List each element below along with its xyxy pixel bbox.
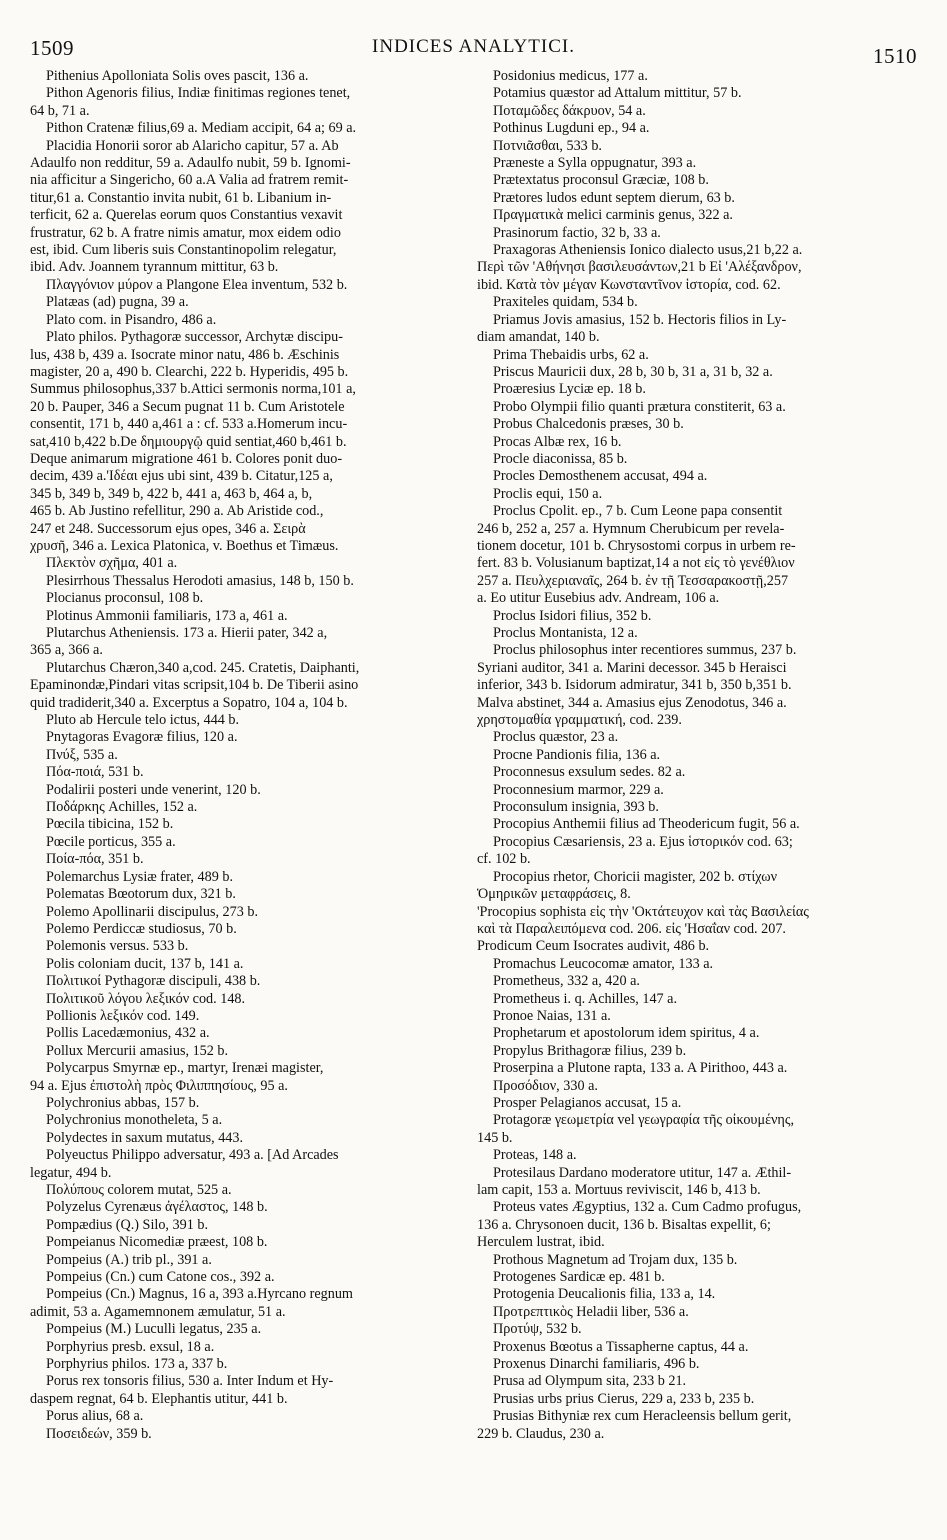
index-line: Pœcila tibicina, 152 b. bbox=[46, 816, 174, 833]
index-line: Prometheus i. q. Achilles, 147 a. bbox=[493, 990, 678, 1007]
index-line: Probus Chalcedonis præses, 30 b. bbox=[493, 416, 684, 433]
index-line: Prasinorum factio, 32 b, 33 a. bbox=[493, 224, 661, 241]
index-line: 345 b, 349 b, 349 b, 422 b, 441 a, 463 b, 464 a, b, bbox=[30, 485, 313, 502]
index-line: terficit, 62 a. Querelas eorum quos Constantius vexavit bbox=[30, 207, 343, 224]
index-line: decim, 439 a.'Ιδέαι ejus ubi sint, 439 b. Citatur,125 a, bbox=[30, 468, 333, 485]
index-line: Procas Albæ rex, 16 b. bbox=[493, 433, 622, 450]
index-line: est, ibid. Cum liberis suis Constantinopolim relegatur, bbox=[30, 242, 337, 259]
index-line: Prodicum Ceum Isocrates audivit, 486 b. bbox=[477, 938, 710, 955]
index-line: Plato philos. Pythagoræ successor, Archytæ discipu- bbox=[46, 329, 343, 346]
index-line: Proconsulum insignia, 393 b. bbox=[493, 799, 659, 816]
index-line: Ποτνιᾶσθαι, 533 b. bbox=[493, 137, 602, 154]
index-line: χρηστομαθία γραμματική, cod. 239. bbox=[477, 712, 682, 729]
index-line: Polemo Perdiccæ studiosus, 70 b. bbox=[46, 920, 237, 937]
index-line: Polydectes in saxum mutatus, 443. bbox=[46, 1129, 244, 1146]
index-line: Ποταμῶδες δάκρυον, 54 a. bbox=[493, 102, 646, 119]
index-line: Προσόδιον, 330 a. bbox=[493, 1077, 598, 1094]
index-line: 247 et 248. Successorum ejus opes, 346 a. Σειρὰ bbox=[30, 520, 306, 537]
index-line: Plocianus proconsul, 108 b. bbox=[46, 590, 204, 607]
index-line: nia afficitur a Singericho, 60 a.A Valia ad fratrem remit- bbox=[30, 172, 349, 189]
index-line: Prometheus, 332 a, 420 a. bbox=[493, 973, 640, 990]
index-line: Proclus quæstor, 23 a. bbox=[493, 729, 619, 746]
index-line: Protogenes Sardicæ ep. 481 b. bbox=[493, 1269, 665, 1286]
index-line: Polyeuctus Philippo adversatur, 493 a. [Ad Arcades bbox=[46, 1147, 339, 1164]
index-line: Polemarchus Lysiæ frater, 489 b. bbox=[46, 868, 233, 885]
index-line: Proæresius Lyciæ ep. 18 b. bbox=[493, 381, 646, 398]
right-column bbox=[477, 68, 917, 1443]
running-title: INDICES ANALYTICI. bbox=[372, 36, 575, 57]
index-line: 145 b. bbox=[477, 1129, 513, 1146]
index-line: Plutarchus Atheniensis. 173 a. Hierii pater, 342 a, bbox=[46, 625, 328, 641]
index-line: Proclus Montanista, 12 a. bbox=[493, 625, 638, 641]
index-line: Prima Thebaidis urbs, 62 a. bbox=[493, 346, 649, 363]
index-line: consentit, 171 b, 440 a,461 a : cf. 533 a.Homerum incu- bbox=[30, 416, 348, 433]
index-line: Summus philosophus,337 b.Attici sermonis norma,101 a, bbox=[30, 381, 356, 398]
index-line: lam capit, 153 a. Mortuus reviviscit, 146 b, 413 b. bbox=[477, 1182, 761, 1198]
index-line: Deque animarum migratione 461 b. Colores ponit duo- bbox=[30, 450, 343, 467]
index-line: Prusa ad Olympum sita, 233 b 21. bbox=[493, 1373, 687, 1390]
index-line: Porphyrius presb. exsul, 18 a. bbox=[46, 1338, 215, 1355]
index-line: Pompædius (Q.) Silo, 391 b. bbox=[46, 1216, 208, 1233]
index-line: Προτύψ, 532 b. bbox=[493, 1321, 582, 1338]
index-line: Polemo Apollinarii discipulus, 273 b. bbox=[46, 903, 259, 920]
index-line: 246 b, 252 a, 257 a. Hymnum Cherubicum per revela- bbox=[477, 520, 785, 537]
index-line: Platæas (ad) pugna, 39 a. bbox=[46, 294, 189, 311]
index-line: Proteas, 148 a. bbox=[493, 1147, 577, 1164]
index-line: 365 a, 366 a. bbox=[30, 642, 103, 659]
index-line: Prusias urbs prius Cierus, 229 a, 233 b, 235 b. bbox=[493, 1390, 755, 1407]
index-line: Præneste a Sylla oppugnatur, 393 a. bbox=[493, 155, 697, 172]
index-line: Porus rex tonsoris filius, 530 a. Inter Indum et Hy- bbox=[46, 1373, 334, 1390]
index-line: Procne Pandionis filia, 136 a. bbox=[493, 746, 661, 763]
page-number-left: 1509 bbox=[30, 36, 74, 60]
index-line: Proxenus Bœotus a Tissapherne captus, 44 a. bbox=[493, 1338, 749, 1355]
index-line: Polematas Bœotorum dux, 321 b. bbox=[46, 886, 236, 903]
index-line: Prusias Bithyniæ rex cum Heracleensis bellum gerit, bbox=[493, 1408, 792, 1425]
index-line: Πραγματικὰ melici carminis genus, 322 a. bbox=[493, 207, 733, 224]
index-line: Πολιτικοί Pythagoræ discipuli, 438 b. bbox=[46, 973, 261, 990]
index-line: legatur, 494 b. bbox=[30, 1164, 112, 1181]
index-line: frustratur, 62 b. A fratre nimis amatur, mox eidem odio bbox=[30, 224, 341, 241]
left-column bbox=[30, 68, 470, 1443]
index-line: a. Eo utitur Eusebius adv. Andream, 106 a. bbox=[477, 590, 720, 607]
index-line: Plotinus Ammonii familiaris, 173 a, 461 a. bbox=[46, 607, 288, 624]
index-line: Pithenius Apolloniata Solis oves pascit, 136 a. bbox=[46, 68, 309, 84]
index-line: Polychronius abbas, 157 b. bbox=[46, 1094, 200, 1111]
index-line: Ὁμηρικῶν μεταφράσεις, 8. bbox=[477, 886, 631, 903]
index-line: Praxiteles quidam, 534 b. bbox=[493, 294, 638, 311]
index-line: Pompeius (M.) Luculli legatus, 235 a. bbox=[46, 1321, 262, 1338]
index-line: Προτρεπτικὸς Heladii liber, 536 a. bbox=[493, 1303, 689, 1320]
index-line: Prosper Pelagianos accusat, 15 a. bbox=[493, 1094, 682, 1111]
index-line: Ποία-πόα, 351 b. bbox=[46, 851, 144, 868]
index-line: Polis coloniam ducit, 137 b, 141 a. bbox=[46, 955, 244, 972]
index-line: Praxagoras Atheniensis Ionico dialecto usus,21 b,22 a. bbox=[493, 242, 803, 259]
index-line: Πνύξ, 535 a. bbox=[46, 746, 118, 763]
index-line: Πολύπους colorem mutat, 525 a. bbox=[46, 1182, 232, 1198]
index-line: Proserpina a Plutone rapta, 133 a. A Pirithoo, 443 a. bbox=[493, 1060, 788, 1077]
index-line: Procle diaconissa, 85 b. bbox=[493, 450, 628, 467]
index-line: Procopius rhetor, Choricii magister, 202 b. στίχων bbox=[493, 868, 778, 885]
index-line: Prætores ludos edunt septem dierum, 63 b. bbox=[493, 189, 735, 206]
index-line: Pronoe Naias, 131 a. bbox=[493, 1007, 611, 1024]
index-columns bbox=[30, 68, 917, 1443]
index-line: 465 b. Ab Justino refellitur, 290 a. Ab Aristide cod., bbox=[30, 503, 324, 520]
index-line: Περὶ τῶν 'Αθήνησι βασιλευσάντων,21 b Εἰ 'Αλέξανδρον, bbox=[477, 259, 802, 276]
index-line: Πλεκτὸν σχῆμα, 401 a. bbox=[46, 555, 178, 572]
index-line: Podalirii posteri unde venerint, 120 b. bbox=[46, 781, 261, 798]
index-line: Pompeius (Cn.) Magnus, 16 a, 393 a.Hyrcano regnum bbox=[46, 1286, 353, 1303]
index-line: Protogenia Deucalionis filia, 133 a, 14. bbox=[493, 1286, 716, 1303]
index-line: ibid. Adv. Joannem tyrannum mittitur, 63 b. bbox=[30, 259, 279, 276]
index-line: Pompeius (A.) trib pl., 391 a. bbox=[46, 1251, 212, 1268]
index-line: 136 a. Chrysonoen ducit, 136 b. Bisaltas expellit, 6; bbox=[477, 1216, 771, 1233]
index-line: Propylus Brithagoræ filius, 239 b. bbox=[493, 1042, 687, 1059]
index-line: Proclus Isidori filius, 352 b. bbox=[493, 607, 652, 624]
index-line: Πλαγγόνιον μύρον a Plangone Elea inventum, 532 b. bbox=[46, 276, 348, 293]
index-line: Protesilaus Dardano moderatore utitur, 147 a. Æthil- bbox=[493, 1164, 792, 1181]
index-line: Priscus Mauricii dux, 28 b, 30 b, 31 a, 31 b, 32 a. bbox=[493, 363, 773, 380]
index-line: Proconnesus exsulum sedes. 82 a. bbox=[493, 764, 686, 781]
index-line: adimit, 53 a. Agamemnonem æmulatur, 51 a. bbox=[30, 1303, 286, 1320]
index-line: Polyzelus Cyrenæus ἀγέλαστος, 148 b. bbox=[46, 1199, 268, 1216]
index-line: Proclus Cpolit. ep., 7 b. Cum Leone papa consentit bbox=[493, 503, 783, 520]
index-line: Promachus Leucocomæ amator, 133 a. bbox=[493, 955, 714, 972]
index-line: Πόα-ποιά, 531 b. bbox=[46, 764, 144, 781]
index-line: Placidia Honorii soror ab Alaricho capitur, 57 a. Ab bbox=[46, 137, 339, 154]
index-line: Plato com. in Pisandro, 486 a. bbox=[46, 311, 217, 328]
index-line: Pluto ab Hercule telo ictus, 444 b. bbox=[46, 712, 240, 729]
index-line: Plutarchus Chæron,340 a,cod. 245. Cratetis, Daiphanti, bbox=[46, 659, 360, 676]
index-line: titur,61 a. Constantio invita nubit, 61 b. Libanium in- bbox=[30, 189, 332, 206]
index-line: Procopius Cæsariensis, 23 a. Ejus ἱστορικόν cod. 63; bbox=[493, 833, 793, 850]
index-line: 94 a. Ejus ἐπιστολὴ πρὸς Φιλιππησίους, 95 a. bbox=[30, 1077, 288, 1094]
index-line: 257 a. Πευλχεριαναῖς, 264 b. ἐν τῇ Τεσσαρακοστῇ,257 bbox=[477, 572, 789, 589]
index-line: Proclus philosophus inter recentiores summus, 237 b. bbox=[493, 642, 797, 659]
index-line: 'Procopius sophista εἰς τὴν 'Οκτάτευχον καὶ τὰς Βασιλείας bbox=[477, 903, 809, 920]
index-line: Proconnesium marmor, 229 a. bbox=[493, 781, 664, 798]
index-line: Pollionis λεξικόν cod. 149. bbox=[46, 1007, 200, 1024]
index-line: 64 b, 71 a. bbox=[30, 102, 90, 119]
index-line: Porus alius, 68 a. bbox=[46, 1408, 144, 1425]
index-line: Pompeius (Cn.) cum Catone cos., 392 a. bbox=[46, 1269, 275, 1286]
index-line: Prætextatus proconsul Græciæ, 108 b. bbox=[493, 172, 709, 189]
page-number-right: 1510 bbox=[873, 44, 917, 68]
index-line: sat,410 b,422 b.De δημιουργῷ quid sentiat,460 b,461 b. bbox=[30, 433, 347, 450]
index-line: χρυσῆ, 346 a. Lexica Platonica, v. Boethus et Timæus. bbox=[30, 537, 339, 554]
index-line: ibid. Κατὰ τὸν μέγαν Κωνσταντῖνον ἱστορία, cod. 62. bbox=[477, 276, 781, 293]
index-line: Prophetarum et apostolorum idem spiritus, 4 a. bbox=[493, 1025, 760, 1042]
index-line: Herculem lustrat, ibid. bbox=[477, 1234, 605, 1251]
index-line: Πολιτικοῦ λόγου λεξικόν cod. 148. bbox=[46, 990, 246, 1007]
index-line: lus, 438 b, 439 a. Isocrate minor natu, 486 b. Æschinis bbox=[30, 346, 340, 363]
index-line: Porphyrius philos. 173 a, 337 b. bbox=[46, 1356, 228, 1373]
index-line: magister, 20 a, 490 b. Clearchi, 222 b. Hyperidis, 495 b. bbox=[30, 363, 349, 380]
index-line: fert. 83 b. Volusianum baptizat,14 a not εἰς τὸ γενέθλιον bbox=[477, 555, 795, 572]
index-line: Ποδάρκης Achilles, 152 a. bbox=[46, 799, 198, 816]
index-line: Epaminondæ,Pindari vitas scripsit,104 b. De Tiberii asino bbox=[30, 677, 359, 694]
index-line: 20 b. Pauper, 346 a Secum pugnat 11 b. Cum Aristotele bbox=[30, 398, 345, 415]
index-line: Potamius quæstor ad Attalum mittitur, 57 b. bbox=[493, 85, 742, 102]
index-line: Proxenus Dinarchi familiaris, 496 b. bbox=[493, 1356, 700, 1373]
page-header bbox=[30, 30, 917, 68]
index-line: Protagoræ γεωμετρία vel γεωγραφία τῆς οἰκουμένης, bbox=[493, 1112, 795, 1129]
index-line: diam amandat, 140 b. bbox=[477, 329, 600, 346]
index-line: Polemonis versus. 533 b. bbox=[46, 938, 189, 955]
index-line: Pnytagoras Evagoræ filius, 120 a. bbox=[46, 729, 238, 746]
index-line: Ποσειδεών, 359 b. bbox=[46, 1425, 152, 1442]
index-line: Posidonius medicus, 177 a. bbox=[493, 68, 648, 84]
index-line: Proclis equi, 150 a. bbox=[493, 485, 603, 502]
index-line: Pithon Cratenæ filius,69 a. Mediam accipit, 64 a; 69 a. bbox=[46, 120, 357, 137]
index-line: Polycarpus Smyrnæ ep., martyr, Irenæi magister, bbox=[46, 1060, 324, 1077]
index-line: Pœcile porticus, 355 a. bbox=[46, 833, 176, 850]
index-line: Pollux Mercurii amasius, 152 b. bbox=[46, 1042, 229, 1059]
index-line: Pithon Agenoris filius, Indiæ finitimas regiones tenet, bbox=[46, 85, 351, 102]
index-line: Pollis Lacedæmonius, 432 a. bbox=[46, 1025, 210, 1042]
index-line: Procles Demosthenem accusat, 494 a. bbox=[493, 468, 708, 485]
index-line: 229 b. Claudus, 230 a. bbox=[477, 1425, 605, 1442]
index-line: καὶ τὰ Παραλειπόμενα cod. 206. εἰς 'Ησαΐαν cod. 207. bbox=[477, 920, 786, 937]
index-line: Malva abstinet, 344 a. Amasius ejus Zenodotus, 346 a. bbox=[477, 694, 787, 711]
index-line: Proteus vates Ægyptius, 132 a. Cum Cadmo profugus, bbox=[493, 1199, 802, 1216]
index-line: Polychronius monotheleta, 5 a. bbox=[46, 1112, 223, 1129]
index-line: Priamus Jovis amasius, 152 b. Hectoris filios in Ly- bbox=[493, 311, 787, 328]
index-line: Procopius Anthemii filius ad Theodericum fugit, 56 a. bbox=[493, 816, 800, 833]
index-line: tionem docetur, 101 b. Chrysostomi corpus in urbem re- bbox=[477, 537, 796, 554]
index-line: inferior, 343 b. Isidorum admiratur, 341 b, 350 b,351 b. bbox=[477, 677, 792, 694]
index-line: Pothinus Lugduni ep., 94 a. bbox=[493, 120, 650, 137]
index-line: Adaulfo non redditur, 59 a. Adaulfo nubit, 59 b. Ignomi- bbox=[30, 155, 351, 172]
index-line: quid tradiderit,340 a. Excerptus a Sopatro, 104 a, 104 b. bbox=[30, 694, 348, 711]
index-line: Probo Olympii filio quanti prætura constiterit, 63 a. bbox=[493, 398, 786, 415]
index-line: Pompeianus Nicomediæ præest, 108 b. bbox=[46, 1234, 268, 1251]
index-line: cf. 102 b. bbox=[477, 851, 531, 868]
index-line: Prothous Magnetum ad Trojam dux, 135 b. bbox=[493, 1251, 738, 1268]
index-line: daspem regnat, 64 b. Elephantis utitur, 441 b. bbox=[30, 1390, 288, 1407]
index-line: Syriani auditor, 341 a. Marini decessor. 345 b Heraisci bbox=[477, 659, 787, 676]
index-line: Plesirrhous Thessalus Herodoti amasius, 148 b, 150 b. bbox=[46, 572, 354, 589]
